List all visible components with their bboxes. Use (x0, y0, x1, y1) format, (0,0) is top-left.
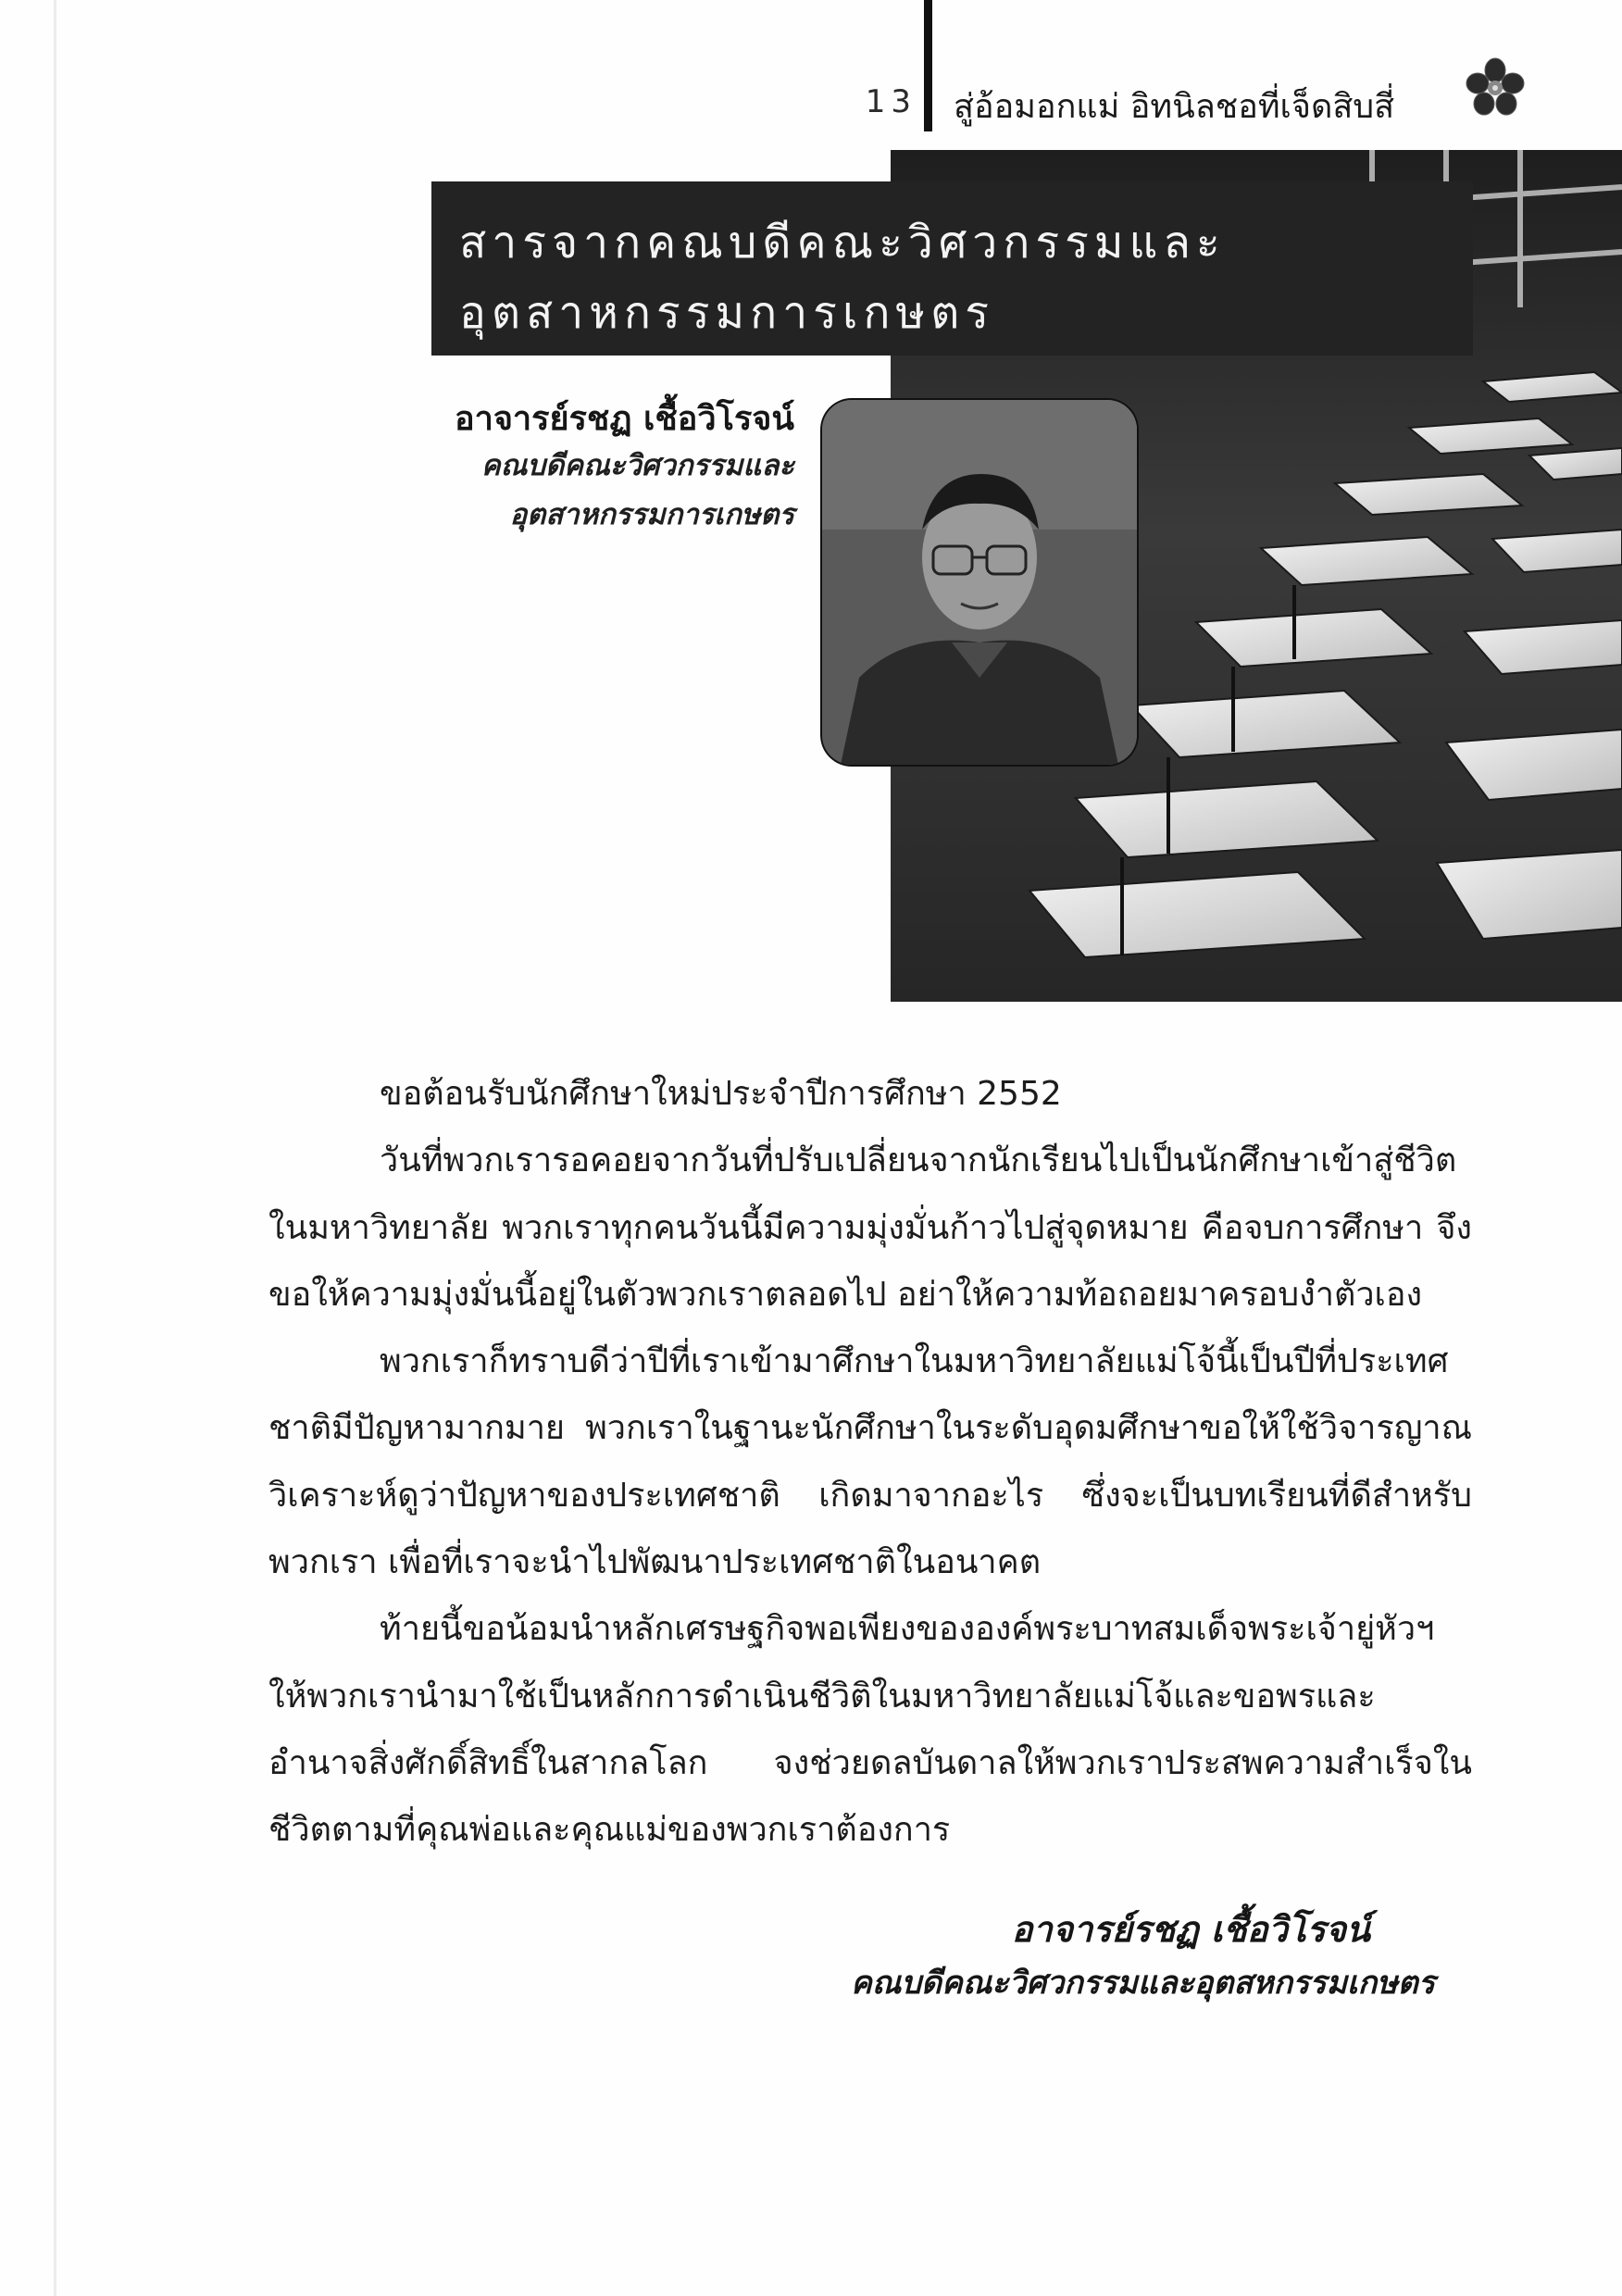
scan-edge-line (54, 0, 56, 2296)
header-divider (924, 0, 932, 131)
author-position-line-2: อุตสาหกรรมการเกษตร (509, 498, 794, 532)
article-title-line-1: สารจากคณบดีคณะวิศวกรรมและ (459, 217, 1226, 268)
author-name: อาจารย์รชฏ เชื้อวิโรจน์ (455, 400, 794, 438)
letter-body (268, 1061, 1472, 1865)
article-title-line-2: อุตสาหกรรมการเกษตร (459, 287, 995, 339)
page-number: 13 (865, 83, 917, 120)
body-paragraph: ขอต้อนรับนักศึกษาใหม่ประจำปีการศึกษา 2552 (380, 1075, 1062, 1113)
author-portrait (822, 400, 1137, 765)
flower-icon (1465, 57, 1526, 119)
body-paragraph: วันที่พวกเรารอคอยจากวันที่ปรับเปลี่ยนจากนักเรียนไปเป็นนักศึกษาเข้าสู่ชีวิตในมหาวิทยาลัย พวกเราทุกคนวันนี้มีความมุ่งมั่นก้าวไปสู่จุดหมาย คือจบการศึกษา จึงขอให้ความมุ่งมั่นนี้อยู่ในตัวพวกเราตลอดไป อย่าให้ความท้อถอยมาครอบงำตัวเอง (268, 1142, 1472, 1314)
article-title-box (431, 181, 1473, 356)
body-paragraph: ท้ายนี้ขอน้อมนำหลักเศรษฐกิจพอเพียงขององค์พระบาทสมเด็จพระเจ้ายู่หัวฯให้พวกเรานำมาใช้เป็นหลักการดำเนินชีวิติในมหาวิทยาลัยแม่โจ้และขอพรและอำนาจสิ่งศักดิ์สิทธิ์ในสากลโลก จงช่วยดลบันดาลให้พวกเราประสพความสำเร็จในชีวิตตามที่คุณพ่อและคุณแม่ของพวกเราต้องการ (268, 1610, 1472, 1850)
signature-block (815, 1902, 1435, 2008)
signature-name: อาจารย์รชฏ เชื้อวิโรจน์ (1011, 1909, 1370, 1950)
signature-position: คณบดีคณะวิศวกรรมและอุตสหกรรมเกษตร (851, 1964, 1435, 2002)
body-paragraph: พวกเราก็ทราบดีว่าปีที่เราเข้ามาศึกษาในมหาวิทยาลัยแม่โจ้นี้เป็นปีที่ประเทศชาติมีปัญหามากมาย พวกเราในฐานะนักศึกษาในระดับอุดมศึกษาขอให้ใช้วิจารญาณวิเคราะห์ดูว่าปัญหาของประเทศชาติ เกิดมาจากอะไร ซึ่งจะเป็นบทเรียนที่ดีสำหรับพวกเรา เพื่อที่เราจะนำไปพัฒนาประเทศชาติในอนาคต (268, 1342, 1472, 1582)
running-title: สู่อ้อมอกแม่ อิทนิลชอที่เจ็ดสิบสี่ (954, 88, 1395, 126)
author-position-line-1: คณบดีคณะวิศวกรรมและ (480, 448, 794, 482)
author-block (278, 398, 794, 540)
